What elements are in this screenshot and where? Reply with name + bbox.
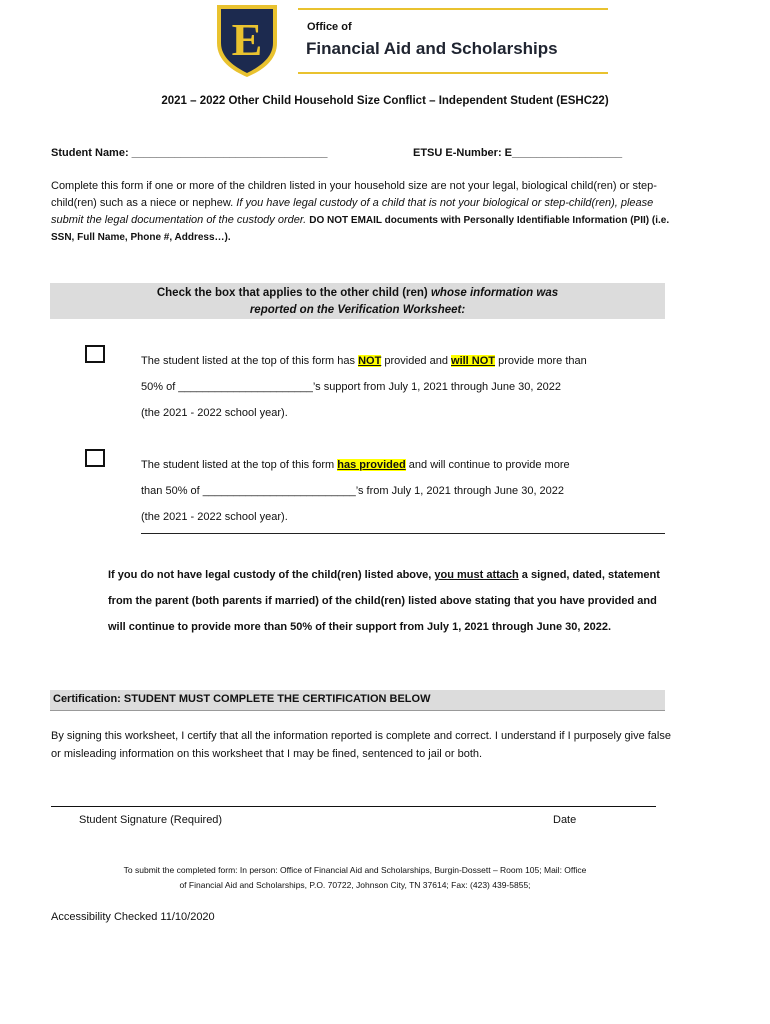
header-rule-top — [298, 8, 608, 10]
instruction-line2: reported on the Verification Worksheet: — [249, 304, 466, 316]
option2-text — [141, 452, 661, 530]
custody-note — [108, 562, 668, 640]
option1-checkbox[interactable] — [85, 345, 105, 363]
intro-custody-text: If you have legal custody of a child that is not your biological or step-child(ren), please submit the legal documentation of the custody order. — [51, 197, 654, 226]
option2-line3: (the 2021 - 2022 school year). — [141, 511, 288, 523]
instruction-text — [50, 285, 665, 319]
intro-pii-warning: DO NOT EMAIL documents with Personally Identifiable Information (PII) (i.e. SSN, Full Name, Phone #, Address…). — [51, 215, 670, 243]
accessibility-note: Accessibility Checked 11/10/2020 — [51, 911, 215, 923]
submission-instructions: To submit the completed form: In person: Office of Financial Aid and Scholarships, Burgin-Dossett – Room 105; Mail: Office of Financial Aid and Scholarships, P.O. 70722, Johnson City, TN 37614; Fax: (423) 439-5855; — [123, 865, 587, 890]
office-name: Financial Aid and Scholarships — [306, 39, 558, 58]
etsu-enumber-field[interactable]: ETSU E-Number: E__________________ — [413, 147, 623, 159]
option2-line2: than 50% of _________________________’s from July 1, 2021 through June 30, 2022 — [141, 485, 565, 497]
option1-highlight-will-not: will NOT — [451, 355, 496, 367]
instruction-line1: Check the box that applies to the other child (ren) — [156, 287, 431, 299]
signature-line[interactable] — [51, 806, 656, 807]
date-label: Date — [553, 814, 577, 826]
options-separator — [141, 533, 665, 534]
etsu-logo-shield — [213, 3, 281, 79]
option1-line2: 50% of ______________________’s support from July 1, 2021 through June 30, 2022 — [141, 381, 561, 393]
certification-title: Certification: STUDENT MUST COMPLETE THE CERTIFICATION BELOW — [53, 693, 431, 705]
intro-text: Complete this form if one or more of the children listed in your household size are not your legal, biological child(ren) or step-child(ren) such as a niece or nephew. — [51, 180, 657, 209]
custody-note-part-b: a signed, dated, statement from the parent (both parents if married) of the child(ren) listed above stating that you have provided and will continue to provide more than 50% of their support from July 1, 2021 through June 30, 2022. — [108, 569, 660, 633]
intro-paragraph — [51, 178, 671, 246]
logo-letter: E — [231, 14, 263, 65]
student-name-field[interactable]: Student Name: ________________________________ — [51, 147, 328, 159]
form-title: 2021 – 2022 Other Child Household Size Conflict – Independent Student (ESHC22) — [161, 95, 609, 107]
option1-part-b: provided and — [381, 355, 452, 367]
option1-line3: (the 2021 - 2022 school year). — [141, 407, 288, 419]
custody-note-part-a: If you do not have legal custody of the child(ren) listed above, — [108, 569, 435, 581]
option2-checkbox[interactable] — [85, 449, 105, 467]
signature-label: Student Signature (Required) — [79, 814, 223, 826]
option1-part-a: The student listed at the top of this form has — [141, 355, 359, 367]
option1-highlight-not: NOT — [358, 355, 382, 367]
certification-text: By signing this worksheet, I certify that all the information reported is complete and correct. I understand if I purposely give false or misleading information on this worksheet that I may be fined, sentenced to jail or both. — [51, 730, 671, 760]
instruction-line1-italic: whose information was — [430, 287, 559, 299]
header-rule-bottom — [298, 72, 608, 74]
option1-text — [141, 348, 661, 426]
custody-note-must-attach: you must attach — [434, 569, 519, 581]
office-of-label: Office of — [307, 21, 352, 33]
option2-part-a: The student listed at the top of this form — [141, 459, 338, 471]
option1-part-c: provide more than — [495, 355, 587, 367]
option2-highlight-has-provided: has provided — [337, 459, 406, 471]
option2-part-b: and will continue to provide more — [405, 459, 570, 471]
